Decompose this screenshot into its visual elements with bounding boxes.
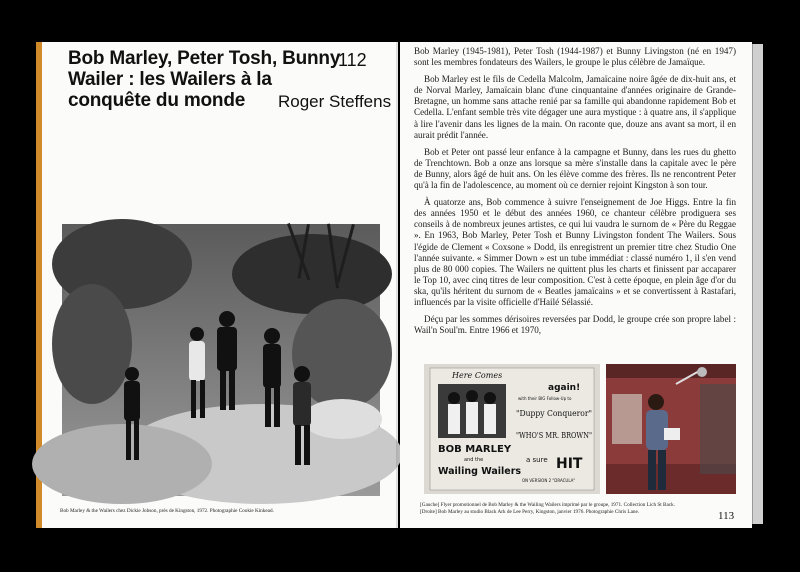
studio-photo [606, 364, 736, 494]
flyer-line-10: HIT [556, 456, 583, 472]
flyer-line-8: "WHO'S MR. BROWN" [516, 431, 593, 441]
article-body [414, 46, 736, 342]
article-title: Bob Marley, Peter Tosh, Bunny Wailer : les Wailers à la conquête du monde [68, 48, 341, 111]
flyer-line-2: BOB MARLEY [438, 444, 512, 455]
paragraph: Déçu par les sommes dérisoires reversées par Dodd, le groupe crée son propre label : Wail'n Soul'm. Entre 1966 et 1970, [414, 314, 736, 336]
right-page [400, 42, 752, 528]
wailers-group-photo [62, 224, 380, 496]
promo-flyer-illustration [424, 364, 600, 494]
wailers-group-photo-illustration [62, 224, 380, 496]
flyer-line-6: with their BIG Follow-Up to [518, 396, 572, 401]
caption-flyer: [Gauche] Flyer promotionnel de Bob Marley & the Wailing Wailers imprimé par le groupe, 1971. Collection Lich St Back. [420, 502, 675, 508]
caption-studio: [Droite] Bob Marley au studio Black Ark de Lee Perry, Kingston, janvier 1976. Photographie Chris Lane. [420, 509, 640, 515]
book-edge-right [752, 44, 763, 524]
flyer-line-5: again! [548, 383, 581, 393]
author-name: Roger Steffens [278, 92, 392, 111]
flyer-line-7: "Duppy Conqueror" [516, 409, 593, 419]
paragraph: Bob Marley est le fils de Cedella Malcolm, Jamaïcaine noire âgée de dix-huit ans, et de Norval Marley, Jamaïcain blanc d'une cinquantaine d'années originaire de Grande-Bretagne, un homme sans attache renié par sa famille qui abandonne rapidement Bob et Cedella. L'enfant semble très vite dégager une aura mystique : à quatre ans, il s'applique à lire l'avenir dans les lignes de la main. On raconte que, douze ans avant sa mort, il en aurait prédit l'année. [414, 74, 736, 140]
left-page [42, 42, 398, 528]
flyer-line-11: ON VERSION 2 "DRACULA" [522, 478, 576, 483]
promo-flyer-photo [424, 364, 600, 494]
photo-captions-right [420, 502, 720, 516]
studio-photo-illustration [606, 364, 736, 494]
flyer-line-4: Wailing Wailers [438, 466, 522, 477]
paragraph: À quatorze ans, Bob commence à suivre l'enseignement de Joe Higgs. Entre la fin des années 1950 et le début des années 1960, ce chanteur célèbre prodiguera ses conseils à de nombreux jeunes artistes, ce qui lui vaudra le surnom de « Père du Reggae ». En 1963, Bob Marley, Peter Tosh et Bunny Livingston fondent The Wailers. Sous l'égide de Clement « Coxsone » Dodd, ils enregistrent un premier titre chez Studio One l'année suivante. « Simmer Down » est un tube immédiat : classé numéro 1, il s'en vend plus de 80 000 copies. The Wailers ne quittent plus les charts et finissent par accaparer le Top 10, avec cinq titres de leur composition. C'est à cette époque, en plein âge d'or du ska, qu'ils héritent du surnom de « Beatles jamaïcains » et se convertissent à Rastafari, influencés par la visite officielle d'Hailé Sélassié. [414, 197, 736, 307]
flyer-line-3: and the [464, 457, 484, 463]
flyer-line-9: a sure [526, 456, 548, 464]
paragraph: Bob et Peter ont passé leur enfance à la campagne et Bunny, dans les rues du ghetto de Trenchtown. Bob a onze ans lorsque sa mère s'installe dans la capitale avec le père de Bunny, alors âgé de huit ans. On les élève comme des frères. Ils ne rencontrent Peter qu'à la fin de l'adolescence, au moment où ce dernier rejoint Kingston à son tour. [414, 146, 736, 191]
flyer-line-1: Here Comes [452, 371, 503, 380]
paragraph: Bob Marley (1945-1981), Peter Tosh (1944-1987) et Bunny Livingston (né en 1947) sont les membres fondateurs des Wailers, le groupe le plus célèbre de Jamaïque. [414, 46, 736, 68]
page-number-left: 112 [338, 50, 367, 70]
page-number-right: 113 [718, 510, 735, 522]
photo-caption-left: Bob Marley & the Wailers chez Dickie Jobson, près de Kingston, 1972. Photographie Cookie Kinkead. [60, 508, 274, 514]
